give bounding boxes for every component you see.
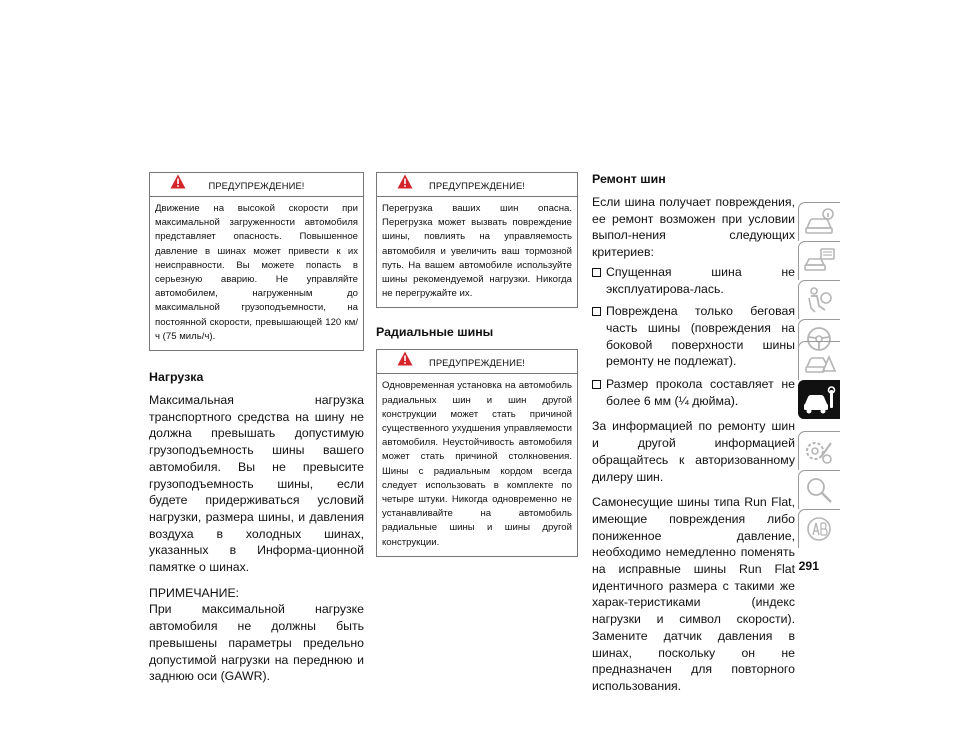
side-tab-messages[interactable] [798,241,840,280]
warning-title: ПРЕДУПРЕЖДЕНИЕ! [428,180,526,191]
load-paragraph: Максимальная нагрузка транспортного средства на шину не должна превышать допустимую грузоподъемность шины вашего автомобиля. Вы не превысите грузоподъемность шины, если будете придерживаться условий нагрузки, размера шины, и давления воздуха в холодных шинах, указанных в Информа-ционной памятке о шинах. [149,393,364,575]
warning-header [150,173,363,197]
note-text: При максимальной нагрузке автомобиля не должны быть превышены параметры предельно допустимой нагрузки на переднюю и заднюю оси (GAWR). [149,602,364,684]
car-hazard-icon [801,345,837,377]
section-heading-repair: Ремонт шин [592,172,666,186]
list-item [592,376,795,409]
language-abc-icon [801,513,837,545]
warning-text: Перегрузка ваших шин опасна. Перегрузка может вызвать повреждение шины, повлиять на управляемость автомобиля и увеличить ваш тормозной путь. На вашем автомобиле используйте шины рекомендуемой нагрузки. Никогда не перегружайте их. [382,203,572,300]
list-item [592,264,795,297]
column-2 [376,172,578,557]
note-title: ПРИМЕЧАНИЕ: [149,585,240,600]
repair-intro: Если шина получает повреждения, ее ремонт возможен при условии выпол-нения следующих критериев: [592,195,795,260]
side-tab-index[interactable] [798,470,840,509]
car-service-icon [801,384,837,416]
warning-header [377,173,577,197]
side-tab-car-info[interactable] [798,202,840,241]
warning-box-radial [376,349,578,556]
column-3 [592,172,795,695]
warning-title: ПРЕДУПРЕЖДЕНИЕ! [428,357,526,369]
checkbox-bullet-icon [592,268,601,277]
warning-text: Одновременная установка на автомобиль радиальных шин и шин другой конструкции может стать причиной существенного ухудшения управляемости автомобиля. Неустойчивость автомобиля может стать причиной столкновения. Шины с радиальным кордом всегда следует использовать в комплекте по четыре штуки. Никогда одновременно не устанавливайте на автомобиль радиальные шины и шины другой конструкции. [382,380,572,548]
repair-criteria-list [592,264,795,410]
page-number: 291 [798,559,819,573]
car-info-icon [801,206,837,238]
list-item [592,303,795,370]
repair-dealer-paragraph: За информацией по ремонту шин и другой информацией обращайтесь к авторизованному дилеру шин. [592,419,795,484]
side-tab-emergency[interactable] [798,341,840,380]
airbag-person-icon [801,284,837,316]
warning-box-overload [376,172,578,308]
warning-title: ПРЕДУПРЕЖДЕНИЕ! [208,180,305,191]
checkbox-bullet-icon [592,380,601,389]
side-tab-languages[interactable] [798,509,840,548]
side-tab-safety[interactable] [798,280,840,319]
section-heading-load: Нагрузка [149,370,204,385]
side-tab-specifications[interactable] [798,431,840,470]
side-tab-service[interactable] [798,380,840,419]
run-flat-paragraph: Самонесущие шины типа Run Flat, имеющие повреждения либо пониженное давление, необходимо немедленно поменять на исправные шины Run Flat идентичного размера с такими же харак-теристиками (индекс нагрузки и символ скорости). Замените датчик давления в шинах, поскольку он не предназначен для повторного использования. [592,495,795,693]
gear-wrench-icon [801,435,837,467]
list-item-text: Размер прокола составляет не более 6 мм (¼ дюйма). [606,377,795,408]
list-item-text: Повреждена только беговая часть шины (повреждения на боковой поверхности шины ремонту не подлежат). [606,304,795,369]
warning-header [377,350,577,374]
magnifier-icon [801,474,837,506]
list-item-text: Спущенная шина не эксплуатирова-лась. [606,264,795,296]
car-message-icon [801,245,837,277]
warning-box-speed [149,172,364,351]
checkbox-bullet-icon [592,307,601,316]
section-heading-radial: Радиальные шины [376,325,494,340]
column-1 [149,172,364,685]
warning-text: Движение на высокой скорости при максимальной загруженности автомобиля представляет опасность. Повышенное давление в шинах может привести к их неисправности. Вы можете попасть в серьезную аварию. Не управляйте автомобилем, нагруженным до максимальной грузоподъемности, на постоянной скорости, превышающей 120 км/ч (75 миль/ч). [155,203,358,342]
